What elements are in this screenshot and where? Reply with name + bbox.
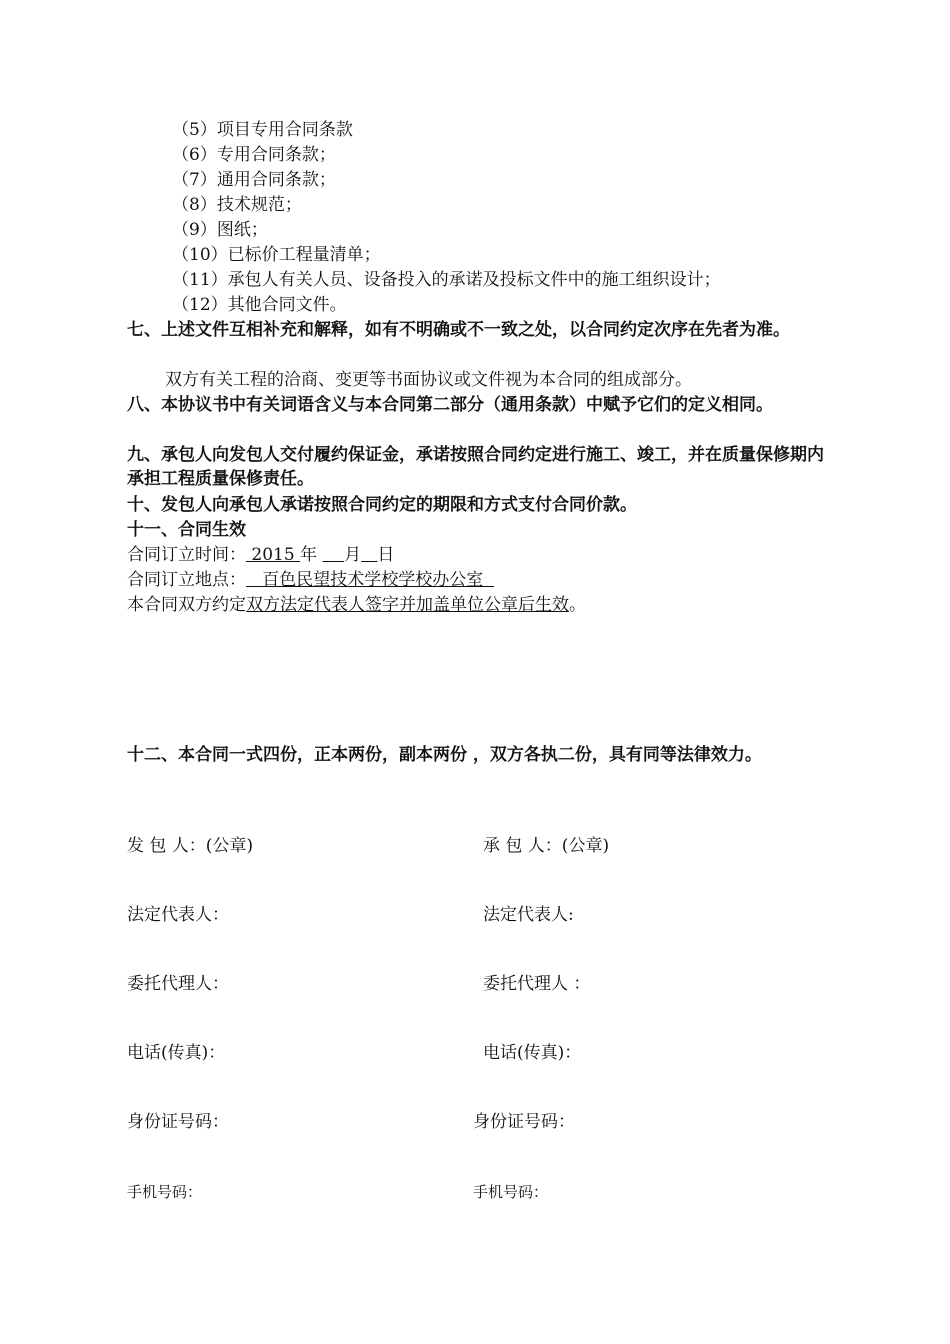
employer-id-label: 身份证号码：: [127, 1112, 229, 1132]
clause-8: 八、本协议书中有关词语含义与本合同第二部分（通用条款）中赋予它们的定义相同。: [127, 395, 773, 415]
effect-value: 双方法定代表人签字并加盖单位公章后生效: [246, 595, 569, 615]
contractor-party-label: 承 包 人：(公章): [483, 836, 610, 856]
list-item: （10）已标价工程量清单；: [172, 245, 381, 265]
effect-line: [127, 593, 586, 617]
signing-date-line: [127, 543, 394, 567]
signing-date-year: 2015: [246, 545, 301, 565]
clause-9: 九、承包人向发包人交付履约保证金，承诺按照合同约定进行施工、竣工，并在质量保修期内承担工程质量保修责任。: [127, 445, 824, 489]
list-item: （12）其他合同文件。: [172, 295, 347, 315]
signing-date-month: [322, 545, 344, 565]
clause-10: 十、发包人向承包人承诺按照合同约定的期限和方式支付合同价款。: [127, 495, 637, 515]
employer-agent-label: 委托代理人：: [127, 974, 229, 994]
list-item: （11）承包人有关人员、设备投入的承诺及投标文件中的施工组织设计；: [172, 270, 721, 290]
signing-place-line: [127, 568, 494, 592]
clause-12: 十二、本合同一式四份，正本两份，副本两份 ，双方各执二份，具有同等法律效力。: [127, 745, 762, 765]
month-unit: 月: [344, 545, 362, 565]
day-unit: 日: [377, 545, 395, 565]
employer-mobile-label: 手机号码：: [127, 1183, 203, 1201]
signing-date-day: [361, 545, 377, 565]
contractor-id-label: 身份证号码：: [473, 1112, 575, 1132]
employer-party-label: 发 包 人：(公章): [127, 836, 254, 856]
clause-7-note: 双方有关工程的洽商、变更等书面协议或文件视为本合同的组成部分。: [165, 370, 692, 390]
list-item: （8）技术规范；: [172, 195, 302, 215]
employer-legal-rep-label: 法定代表人：: [127, 905, 229, 925]
year-unit: 年: [300, 545, 323, 565]
contractor-agent-label: 委托代理人 ：: [483, 974, 591, 994]
clause-7: 七、上述文件互相补充和解释，如有不明确或不一致之处，以合同约定次序在先者为准。: [127, 320, 790, 340]
contractor-phone-label: 电话(传真)：: [483, 1043, 582, 1063]
list-item: （5）项目专用合同条款: [172, 120, 353, 140]
list-item: （7）通用合同条款；: [172, 170, 336, 190]
list-item: （9）图纸；: [172, 220, 268, 240]
signing-place-value: 百色民望技术学校学校办公室: [246, 570, 495, 590]
list-item: （6）专用合同条款；: [172, 145, 336, 165]
effect-suffix: 。: [569, 595, 586, 615]
clause-11-title: 十一、合同生效: [127, 520, 246, 540]
signing-place-label: 合同订立地点：: [127, 570, 246, 590]
contractor-legal-rep-label: 法定代表人:: [483, 905, 574, 925]
effect-prefix: 本合同双方约定: [127, 595, 246, 615]
employer-phone-label: 电话(传真)：: [127, 1043, 226, 1063]
contractor-mobile-label: 手机号码：: [473, 1183, 549, 1201]
signing-date-label: 合同订立时间：: [127, 545, 246, 565]
